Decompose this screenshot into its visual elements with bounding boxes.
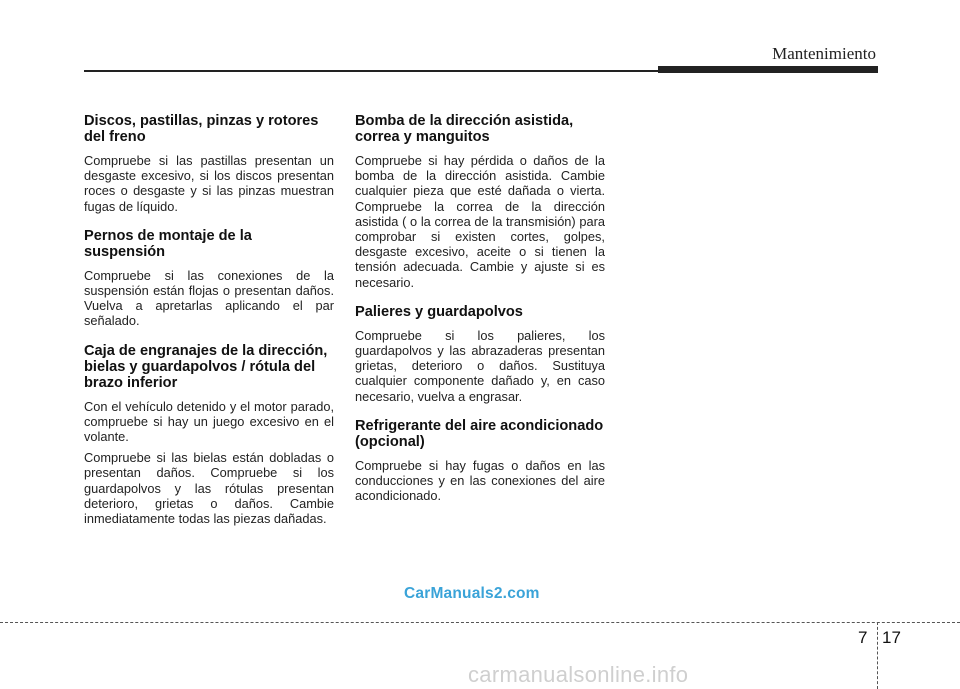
section-heading: Refrigerante del aire acondicionado (opcional): [355, 417, 604, 450]
site-watermark: carmanualsonline.info: [468, 662, 689, 687]
section-ac-refrigerant: [355, 418, 605, 504]
section-brakes: [84, 113, 334, 214]
watermark-link[interactable]: CarManuals2.com: [404, 585, 540, 602]
section-title: Mantenimiento: [772, 44, 876, 63]
section-paragraph: Compruebe si los palieres, los guardapolvos y las abrazaderas presentan grietas, deterioro o daños. Sustituya cualquier componente dañado y, en caso necesario, vuelva a engrasar.: [355, 327, 605, 404]
footer-divider: [0, 622, 960, 623]
section-heading: Palieres y guardapolvos: [355, 303, 523, 320]
section-paragraph: Compruebe si hay pérdida o daños de la bomba de la dirección asistida. Cambie cualquier pieza que esté dañada o vierta. Compruebe la correa de la dirección asistida ( o la correa de la transmisión) para comprobar si existen cortes, golpes, desgaste excesivo, aceite o si tienen la tensión adecuada. Cambie y ajuste si es necesario.: [355, 153, 605, 290]
section-paragraph: Compruebe si las bielas están dobladas o presentan daños. Compruebe si los guardapolvos y las rótulas presentan deterioro, grietas o daños. Cambie inmediatamente todas las piezas dañadas.: [84, 450, 334, 527]
section-drive-shafts: [355, 304, 605, 404]
page-number-divider: [877, 622, 878, 689]
section-heading: Discos, pastillas, pinzas y rotores del freno: [84, 113, 319, 145]
section-paragraph: Con el vehículo detenido y el motor parado, compruebe si hay un juego excesivo en el volante.: [84, 398, 334, 445]
header-rule-accent: [658, 66, 878, 73]
section-paragraph: Compruebe si hay fugas o daños en las conducciones y en las conexiones del aire acondicionado.: [355, 457, 605, 504]
chapter-number: 7: [858, 628, 868, 647]
section-heading: Pernos de montaje de la suspensión: [84, 227, 252, 260]
section-heading: Bomba de la dirección asistida, correa y manguitos: [355, 113, 574, 145]
section-steering-gear: [84, 343, 334, 527]
page-number: 17: [882, 628, 901, 647]
left-column: [84, 113, 334, 540]
section-power-steering: [355, 113, 605, 290]
section-paragraph: Compruebe si las conexiones de la suspensión están flojas o presentan daños. Vuelva a apretarlas aplicando el par señalado.: [84, 267, 334, 329]
section-suspension-bolts: [84, 228, 334, 329]
right-column: [355, 113, 605, 517]
section-paragraph: Compruebe si las pastillas presentan un desgaste excesivo, si los discos presentan roces o desgaste y si las pinzas muestran fugas de líquido.: [84, 153, 334, 214]
header-rule: [84, 70, 660, 72]
section-heading: Caja de engranajes de la dirección, bielas y guardapolvos / rótula del brazo inferior: [84, 342, 328, 391]
